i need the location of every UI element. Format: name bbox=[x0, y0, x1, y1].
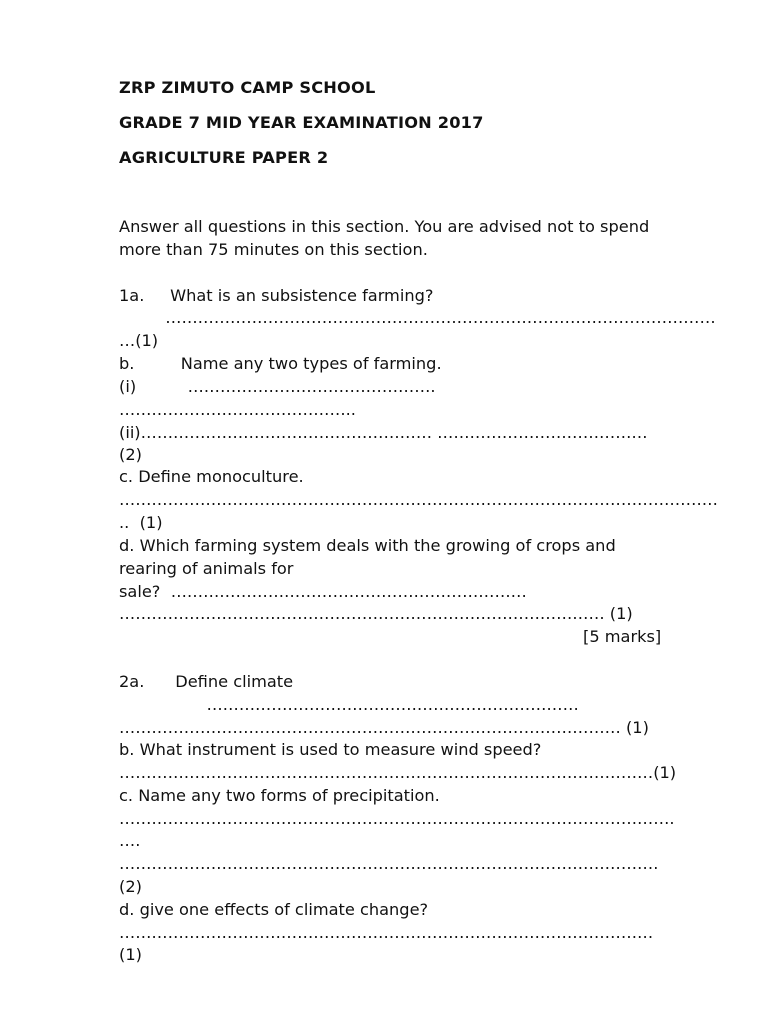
instructions-line-1: Answer all questions in this section. You are advised not to spend bbox=[119, 217, 650, 236]
q2d-marks: (1) bbox=[119, 945, 142, 964]
q1-total-marks: [5 marks] bbox=[583, 627, 662, 646]
q1c-prompt: c. Define monoculture. bbox=[119, 467, 304, 486]
exam-title: GRADE 7 MID YEAR EXAMINATION 2017 bbox=[119, 113, 484, 132]
q2b-answer-line: ………………………………………………………………………………………(1) bbox=[119, 763, 677, 782]
q2c-marks: (2) bbox=[119, 877, 142, 896]
q2c-answer-line-1: …………………………………………………………………………………………. bbox=[119, 809, 675, 828]
q1b-prompt: b. Name any two types of farming. bbox=[119, 354, 442, 373]
instructions-line-2: more than 75 minutes on this section. bbox=[119, 240, 428, 259]
q2c-answer-line-1-cont: …. bbox=[119, 831, 141, 850]
q2d-prompt: d. give one effects of climate change? bbox=[119, 900, 429, 919]
q1b-answer-ii: (ii)……………………………………………… ………………………………… bbox=[119, 423, 648, 442]
q2a-prompt: 2a. Define climate bbox=[119, 672, 294, 691]
q2b-prompt: b. What instrument is used to measure wind speed? bbox=[119, 740, 542, 759]
q1b-answer-i-cont: …………………………………….. bbox=[119, 400, 356, 419]
q2c-prompt: c. Name any two forms of precipitation. bbox=[119, 786, 440, 805]
paper-title: AGRICULTURE PAPER 2 bbox=[119, 148, 329, 167]
q2a-answer-line-2: ………………………………………………………………………………… (1) bbox=[119, 718, 649, 737]
q1a-marks: …(1) bbox=[119, 331, 159, 350]
q2c-answer-line-2: ………………………………………………………………………………………. bbox=[119, 854, 659, 873]
q1b-marks: (2) bbox=[119, 445, 142, 464]
q1d-answer-line: ……………………………………………………………………………… (1) bbox=[119, 604, 633, 623]
q1d-prompt-1: d. Which farming system deals with the growing of crops and bbox=[119, 536, 616, 555]
school-name: ZRP ZIMUTO CAMP SCHOOL bbox=[119, 78, 376, 97]
q1a-prompt: 1a. What is an subsistence farming? bbox=[119, 286, 434, 305]
q1a-answer-line: ………………………………………………………………………………………… bbox=[119, 308, 716, 327]
q1c-answer-line: ………………………………………………………………………………………………… bbox=[119, 490, 718, 509]
q1d-prompt-3: sale? ………………………………………………………… bbox=[119, 582, 527, 601]
q1d-prompt-2: rearing of animals for bbox=[119, 559, 294, 578]
q2d-answer-line: ……………………………………………………………………………………… bbox=[119, 923, 654, 942]
q1b-answer-i: (i) ………………………………………. bbox=[119, 377, 436, 396]
q1c-marks: .. (1) bbox=[119, 513, 163, 532]
q2a-answer-line-1: …………………………………………………………… bbox=[119, 695, 579, 714]
